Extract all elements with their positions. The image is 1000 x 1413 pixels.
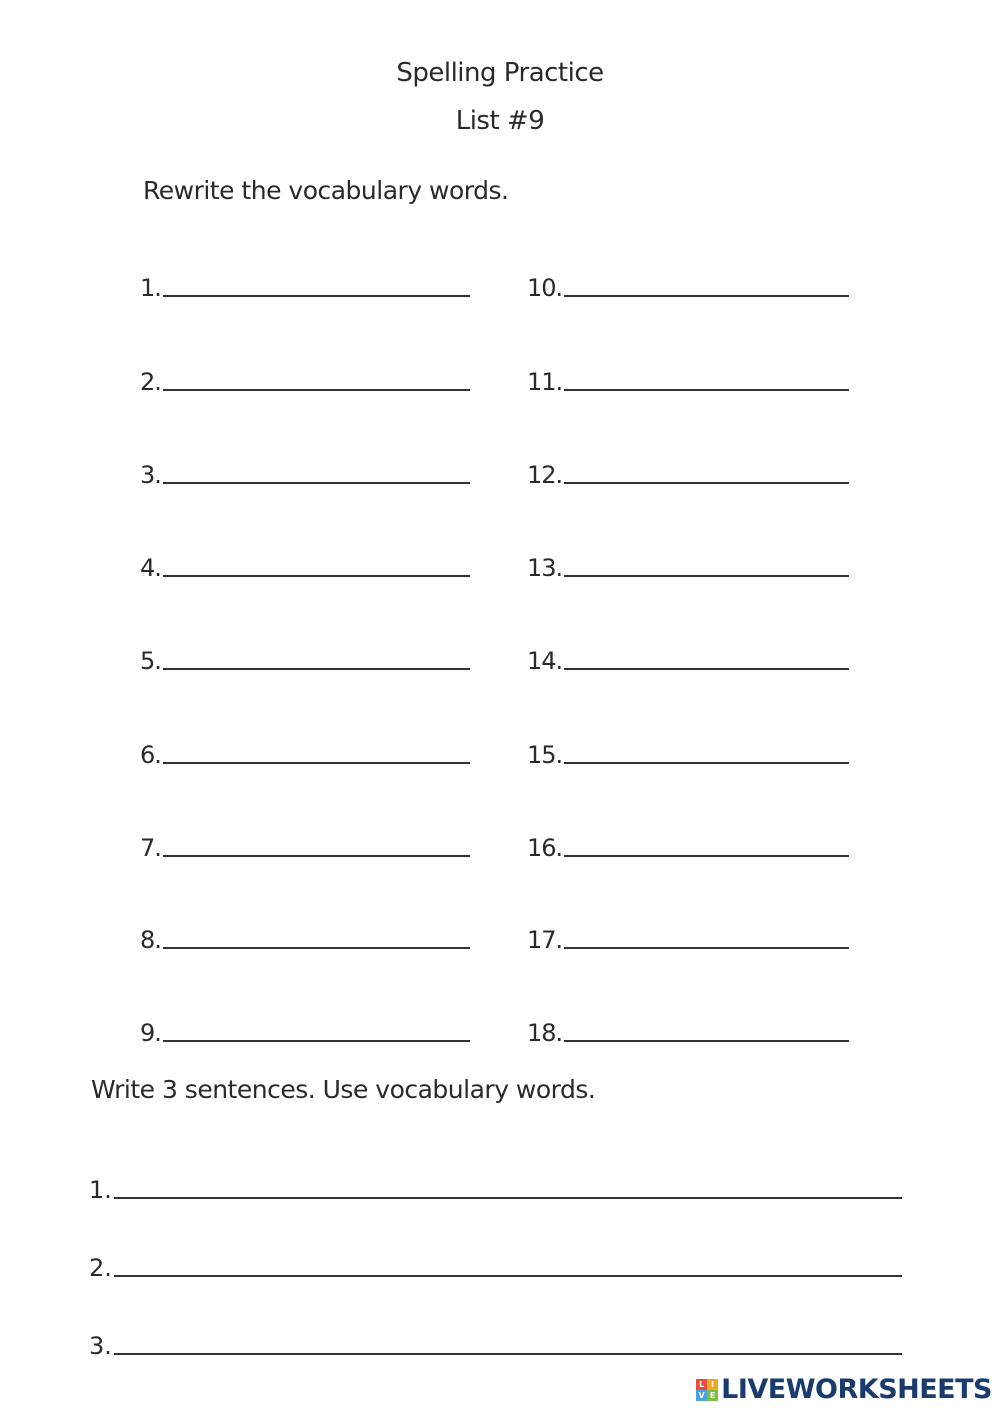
item-number: 3. xyxy=(140,461,161,489)
item-number: 11. xyxy=(527,368,563,396)
answer-line[interactable] xyxy=(163,575,470,577)
item-number: 9. xyxy=(140,1019,161,1047)
vocab-item[interactable] xyxy=(140,548,470,582)
answer-line[interactable] xyxy=(564,389,849,391)
sentence-instruction: Write 3 sentences. Use vocabulary words. xyxy=(91,1075,596,1104)
item-number: 10. xyxy=(527,274,563,302)
vocab-item[interactable] xyxy=(527,735,849,769)
answer-line[interactable] xyxy=(564,668,849,670)
sentence-item[interactable] xyxy=(89,1326,902,1360)
answer-line[interactable] xyxy=(564,762,849,764)
vocab-item[interactable] xyxy=(140,268,470,302)
sentence-item[interactable] xyxy=(89,1248,902,1282)
brand-name: LIVEWORKSHEETS xyxy=(721,1374,992,1405)
logo-letter: I xyxy=(707,1379,718,1390)
sentence-item[interactable] xyxy=(89,1170,902,1204)
item-number: 18. xyxy=(527,1019,563,1047)
item-number: 3. xyxy=(89,1332,112,1360)
item-number: 1. xyxy=(140,274,161,302)
vocab-item[interactable] xyxy=(527,455,849,489)
item-number: 16. xyxy=(527,834,563,862)
item-number: 4. xyxy=(140,554,161,582)
list-number: List #9 xyxy=(455,106,545,136)
answer-line[interactable] xyxy=(564,855,849,857)
answer-line[interactable] xyxy=(564,482,849,484)
vocab-item[interactable] xyxy=(140,455,470,489)
logo-letter: E xyxy=(707,1390,718,1401)
answer-line[interactable] xyxy=(564,575,849,577)
sentence-line[interactable] xyxy=(114,1353,902,1355)
vocab-item[interactable] xyxy=(527,1013,849,1047)
item-number: 14. xyxy=(527,647,563,675)
vocab-item[interactable] xyxy=(527,828,849,862)
vocab-item[interactable] xyxy=(140,641,470,675)
item-number: 12. xyxy=(527,461,563,489)
logo-letter: L xyxy=(696,1379,707,1390)
item-number: 2. xyxy=(89,1254,112,1282)
answer-line[interactable] xyxy=(163,389,470,391)
answer-line[interactable] xyxy=(564,295,849,297)
vocab-item[interactable] xyxy=(527,641,849,675)
vocab-item[interactable] xyxy=(140,362,470,396)
item-number: 8. xyxy=(140,926,161,954)
logo-letter: V xyxy=(696,1390,707,1401)
vocab-item[interactable] xyxy=(527,268,849,302)
vocab-item[interactable] xyxy=(140,1013,470,1047)
vocab-item[interactable] xyxy=(140,828,470,862)
sentence-line[interactable] xyxy=(114,1197,902,1199)
liveworksheets-logo-icon xyxy=(696,1379,718,1401)
answer-line[interactable] xyxy=(163,762,470,764)
item-number: 1. xyxy=(89,1176,112,1204)
item-number: 2. xyxy=(140,368,161,396)
item-number: 15. xyxy=(527,741,563,769)
worksheet-title: Spelling Practice xyxy=(396,58,604,88)
vocab-item[interactable] xyxy=(140,735,470,769)
answer-line[interactable] xyxy=(163,482,470,484)
answer-line[interactable] xyxy=(163,295,470,297)
vocab-item[interactable] xyxy=(527,362,849,396)
item-number: 17. xyxy=(527,926,563,954)
liveworksheets-brand[interactable] xyxy=(696,1374,992,1405)
item-number: 13. xyxy=(527,554,563,582)
sentence-line[interactable] xyxy=(114,1275,902,1277)
item-number: 5. xyxy=(140,647,161,675)
answer-line[interactable] xyxy=(564,1040,849,1042)
answer-line[interactable] xyxy=(564,947,849,949)
answer-line[interactable] xyxy=(163,1040,470,1042)
answer-line[interactable] xyxy=(163,855,470,857)
vocab-item[interactable] xyxy=(527,548,849,582)
vocab-instruction: Rewrite the vocabulary words. xyxy=(143,176,509,205)
vocab-item[interactable] xyxy=(140,920,470,954)
answer-line[interactable] xyxy=(163,947,470,949)
answer-line[interactable] xyxy=(163,668,470,670)
vocab-item[interactable] xyxy=(527,920,849,954)
item-number: 7. xyxy=(140,834,161,862)
item-number: 6. xyxy=(140,741,161,769)
